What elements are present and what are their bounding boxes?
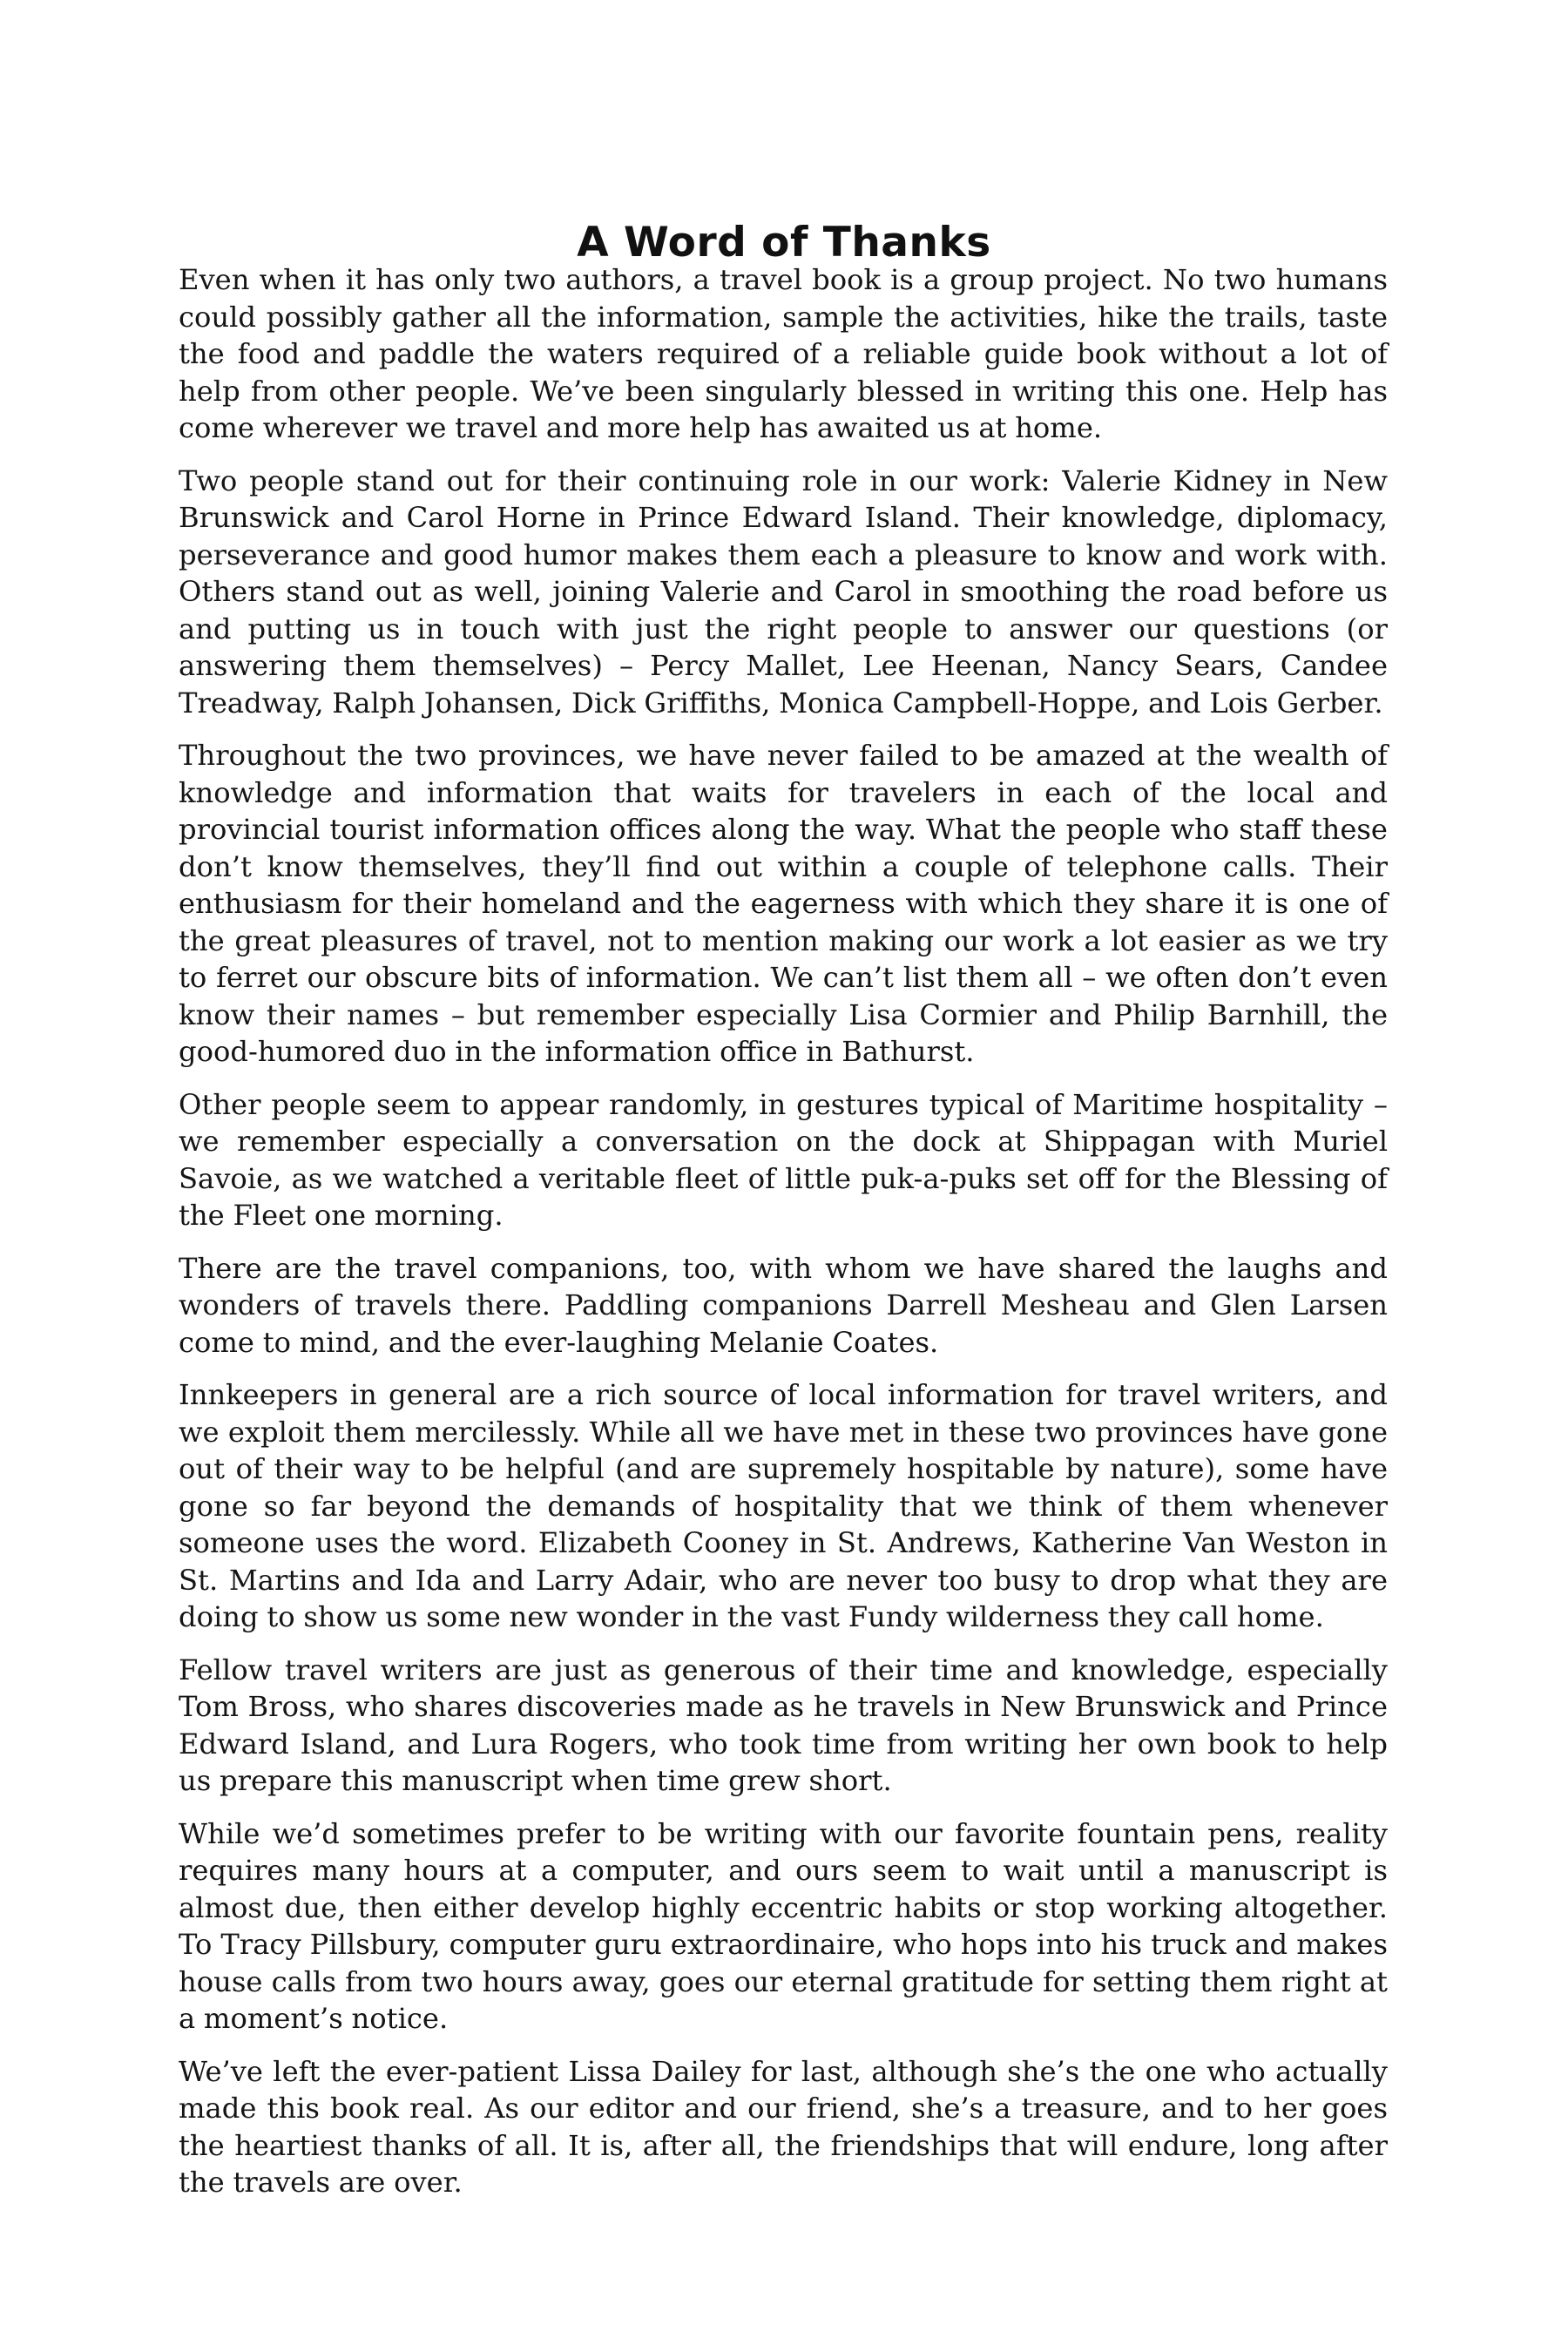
paragraph: Fellow travel writers are just as generous of their time and knowledge, especially Tom Bross, who shares discoveries made as he travels in New Brunswick and Prince Edward Island, and Lura Rogers, who took time from writing her own book to help us prepare this manuscript when time grew short. xyxy=(179,1652,1388,1797)
page-title: A Word of Thanks xyxy=(577,219,991,267)
body-text xyxy=(179,261,1388,2201)
paragraph: There are the travel companions, too, with whom we have shared the laughs and wonders of travels there. Paddling companions Darrell Mesheau and Glen Larsen come to mind, and the ever-laughing Melanie Coates. xyxy=(179,1251,1388,1359)
paragraph: Other people seem to appear randomly, in gestures typical of Maritime hospitality – we remember especially a conversation on the dock at Shippagan with Muriel Savoie, as we watched a veritable fleet of little puk-a-puks set off for the Blessing of the Fleet one morning. xyxy=(179,1087,1388,1232)
paragraph: Even when it has only two authors, a travel book is a group project. No two humans could possibly gather all the information, sample the activities, hike the trails, taste the food and paddle the waters required of a reliable guide book without a lot of help from other people. We’ve been singularly blessed in writing this one. Help has come wherever we travel and more help has awaited us at home. xyxy=(179,263,1388,444)
paragraph: Throughout the two provinces, we have never failed to be amazed at the wealth of knowledge and information that waits for travelers in each of the local and provincial tourist information offices along the way. What the people who staff these don’t know themselves, they’ll find out within a couple of telephone calls. Their enthusiasm for their homeland and the eagerness with which they share it is one of the great pleasures of travel, not to mention making our work a lot easier as we try to ferret our obscure bits of information. We can’t list them all – we often don’t even know their names – but remember especially Lisa Cormier and Philip Barnhill, the good-humored duo in the information office in Bathurst. xyxy=(179,739,1388,1068)
paragraph: We’ve left the ever-patient Lissa Dailey for last, although she’s the one who actually made this book real. As our editor and our friend, she’s a treasure, and to her goes the heartiest thanks of all. It is, after all, the friendships that will endure, long after the travels are over. xyxy=(179,2054,1388,2199)
paragraph: Two people stand out for their continuing role in our work: Valerie Kidney in New Brunswick and Carol Horne in Prince Edward Island. Their knowledge, diplomacy, perseverance and good humor makes them each a pleasure to know and work with. Others stand out as well, joining Valerie and Carol in smoothing the road before us and putting us in touch with just the right people to answer our questions (or answering them themselves) – Percy Mallet, Lee Heenan, Nancy Sears, Candee Treadway, Ralph Johansen, Dick Griffiths, Monica Campbell-Hoppe, and Lois Gerber. xyxy=(179,463,1388,720)
paragraph: Innkeepers in general are a rich source of local information for travel writers, and we exploit them mercilessly. While all we have met in these two provinces have gone out of their way to be helpful (and are supremely hospitable by nature), some have gone so far beyond the demands of hospitality that we think of them whenever someone uses the word. Elizabeth Cooney in St. Andrews, Katherine Van Weston in St. Martins and Ida and Larry Adair, who are never too busy to drop what they are doing to show us some new wonder in the vast Fundy wilderness they call home. xyxy=(179,1378,1388,1633)
paragraph: While we’d sometimes prefer to be writing with our favorite fountain pens, reality requires many hours at a computer, and ours seem to wait until a manuscript is almost due, then either develop highly eccentric habits or stop working altogether. To Tracy Pillsbury, computer guru extraordinaire, who hops into his truck and makes house calls from two hours away, goes our eternal gratitude for setting them right at a moment’s notice. xyxy=(179,1816,1388,2035)
